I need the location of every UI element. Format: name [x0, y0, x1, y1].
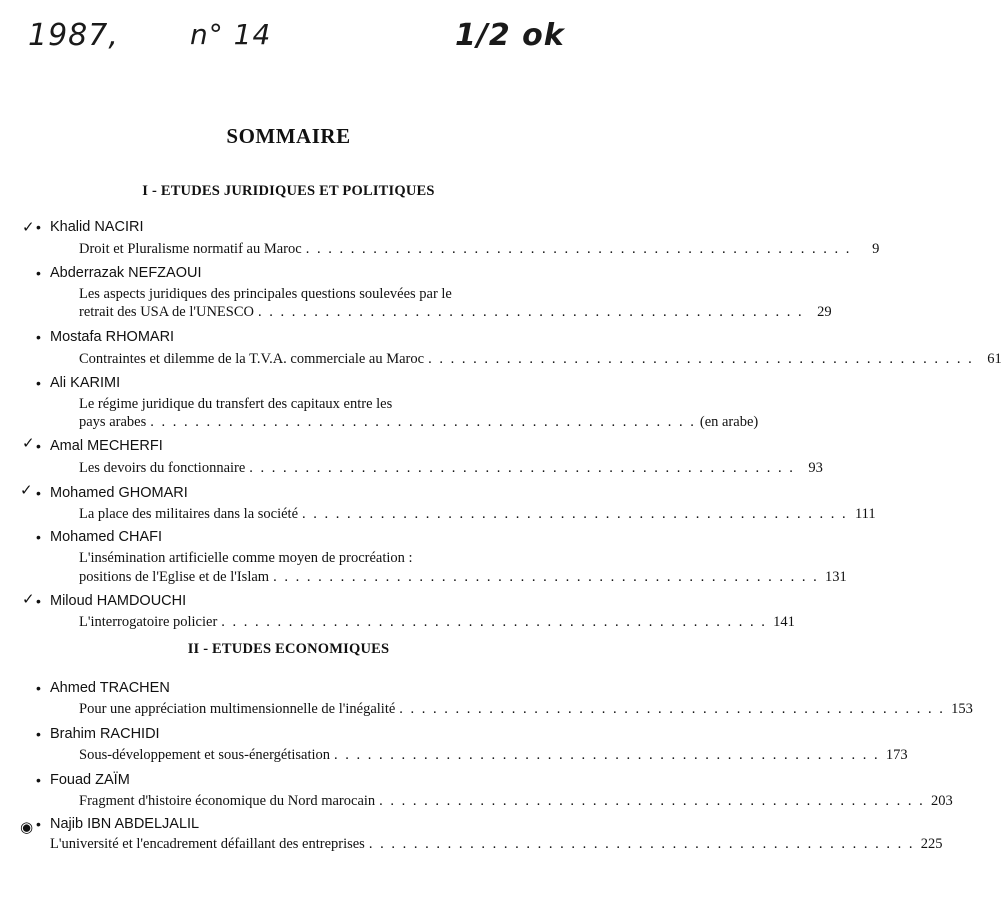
entry-title: L'université et l'encadrement défaillant des entreprises: [50, 836, 365, 852]
entry-title-line: [79, 793, 953, 810]
entry-title-line: [79, 414, 759, 431]
entry-page: 203: [931, 793, 953, 809]
check-mark-icon: ✓: [22, 434, 35, 452]
circled-mark-icon: ◉: [20, 818, 34, 836]
entry-title-line: [50, 836, 943, 853]
entry-title: L'interrogatoire policier: [79, 614, 218, 630]
entry-title-line: [79, 460, 823, 477]
entry-page: (en arabe): [699, 414, 759, 430]
entry-title-line: [79, 614, 795, 631]
leader-dots: . . . . . . . . . . . . . . . . . . . . . . . . . . . . . . . . . . . . . . . . . . . . . . . . .: [150, 414, 696, 430]
entry-author: • Amal MECHERFI: [50, 438, 163, 454]
entry-author: • Abderrazak NEFZAOUI: [50, 265, 202, 281]
entry-title: Les devoirs du fonctionnaire: [79, 460, 246, 476]
entry-page: 111: [854, 506, 876, 522]
entry-title: Sous-développement et sous-énergétisation: [79, 747, 331, 763]
leader-dots: . . . . . . . . . . . . . . . . . . . . . . . . . . . . . . . . . . . . . . . . . . . . . . . . .: [379, 793, 925, 809]
check-mark-icon: ✓: [22, 218, 35, 236]
entry-author: • Mohamed GHOMARI: [50, 485, 188, 501]
entry-author: • Ali KARIMI: [50, 375, 120, 391]
handwritten-issue-number: n° 14: [190, 18, 272, 51]
entry-author: • Khalid NACIRI: [50, 219, 143, 235]
entry-title-line: L'insémination artificielle comme moyen de procréation :: [79, 550, 413, 566]
check-mark-icon: ✓: [22, 590, 35, 608]
entry-author: • Fouad ZAÏM: [50, 772, 130, 788]
entry-title-line: [79, 304, 832, 321]
entry-title-line: [79, 701, 973, 718]
entry-title: Pour une appréciation multimensionnelle de l'inégalité: [79, 701, 396, 717]
entry-page: 173: [885, 747, 908, 763]
entry-title-line: Le régime juridique du transfert des capitaux entre les: [79, 396, 393, 412]
page-title: SOMMAIRE: [226, 124, 351, 148]
entry-title-line: Les aspects juridiques des principales questions soulevées par le: [79, 286, 452, 302]
entry-page: 141: [773, 614, 795, 630]
entry-page: 93: [808, 460, 823, 476]
entry-title-line: [79, 747, 908, 764]
entry-title: positions de l'Eglise et de l'Islam: [79, 569, 270, 585]
entry-page: 225: [920, 836, 943, 852]
entry-title: Contraintes et dilemme de la T.V.A. commerciale au Maroc: [79, 351, 425, 367]
entry-title-line: [79, 241, 880, 258]
entry-page: 153: [951, 701, 973, 717]
leader-dots: . . . . . . . . . . . . . . . . . . . . . . . . . . . . . . . . . . . . . . . . . . . . . . . . .: [368, 836, 915, 852]
section-heading-legal: I - ETUDES JURIDIQUES ET POLITIQUES: [142, 183, 435, 199]
leader-dots: . . . . . . . . . . . . . . . . . . . . . . . . . . . . . . . . . . . . . . . . . . . . . . . . .: [399, 701, 945, 717]
leader-dots: . . . . . . . . . . . . . . . . . . . . . . . . . . . . . . . . . . . . . . . . . . . . . . . . .: [249, 460, 795, 476]
leader-dots: . . . . . . . . . . . . . . . . . . . . . . . . . . . . . . . . . . . . . . . . . . . . . . . . .: [302, 506, 848, 522]
section-heading-economic: II - ETUDES ECONOMIQUES: [187, 641, 390, 657]
handwritten-note: 1/2 ok: [455, 18, 565, 53]
entry-author: • Mostafa RHOMARI: [50, 329, 174, 345]
leader-dots: . . . . . . . . . . . . . . . . . . . . . . . . . . . . . . . . . . . . . . . . . . . . . . . . .: [221, 614, 767, 630]
entry-page: 61: [987, 351, 1002, 367]
entry-author: • Miloud HAMDOUCHI: [50, 593, 186, 609]
entry-author: • Ahmed TRACHEN: [50, 680, 170, 696]
leader-dots: . . . . . . . . . . . . . . . . . . . . . . . . . . . . . . . . . . . . . . . . . . . . . . . . .: [305, 241, 852, 257]
leader-dots: . . . . . . . . . . . . . . . . . . . . . . . . . . . . . . . . . . . . . . . . . . . . . . . . .: [257, 304, 804, 320]
entry-title: Fragment d'histoire économique du Nord marocain: [79, 793, 376, 809]
entry-author: • Brahim RACHIDI: [50, 726, 160, 742]
entry-title-line: [79, 506, 876, 523]
check-mark-icon: ✓: [20, 481, 33, 499]
entry-author: • Najib IBN ABDELJALIL: [50, 816, 199, 832]
entry-title: retrait des USA de l'UNESCO: [79, 304, 254, 320]
entry-title: Droit et Pluralisme normatif au Maroc: [79, 241, 302, 257]
handwritten-year: 1987,: [28, 18, 119, 53]
entry-page: 29: [817, 304, 832, 320]
entry-title-line: [79, 351, 1002, 368]
leader-dots: . . . . . . . . . . . . . . . . . . . . . . . . . . . . . . . . . . . . . . . . . . . . . . . . .: [428, 351, 974, 367]
leader-dots: . . . . . . . . . . . . . . . . . . . . . . . . . . . . . . . . . . . . . . . . . . . . . . . . .: [273, 569, 819, 585]
entry-title: pays arabes: [79, 414, 147, 430]
entry-title-line: [79, 569, 847, 586]
entry-page: 9: [872, 241, 880, 257]
entry-page: 131: [824, 569, 847, 585]
entry-title: La place des militaires dans la société: [79, 506, 299, 522]
entry-author: • Mohamed CHAFI: [50, 529, 162, 545]
leader-dots: . . . . . . . . . . . . . . . . . . . . . . . . . . . . . . . . . . . . . . . . . . . . . . . . .: [334, 747, 880, 763]
